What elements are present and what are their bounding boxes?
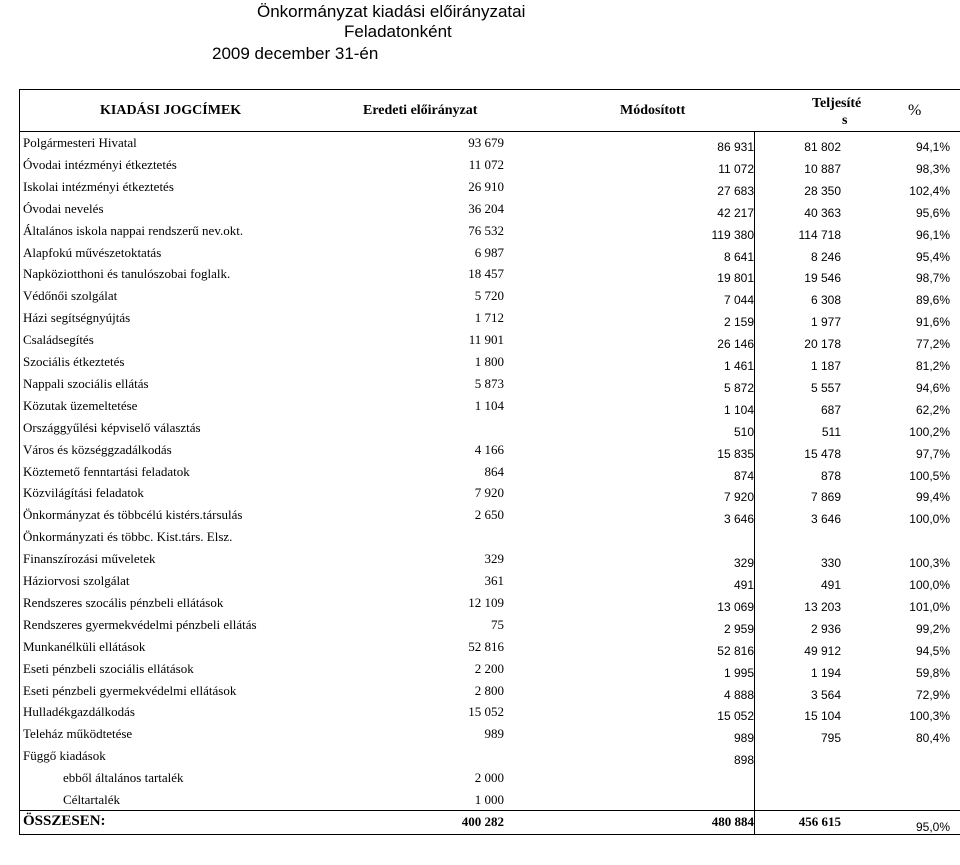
row-modositott: 1 995 bbox=[723, 665, 754, 680]
row-modositott: 42 217 bbox=[717, 205, 754, 220]
row-teljesites: 19 546 bbox=[804, 271, 841, 286]
row-name: Polgármesteri Hivatal bbox=[23, 135, 137, 150]
row-name: Hulladékgazdálkodás bbox=[23, 704, 135, 720]
row-eredeti: 2 200 bbox=[474, 660, 504, 676]
row-teljesites: 81 802 bbox=[804, 140, 841, 154]
row-modositott: 86 931 bbox=[717, 140, 754, 154]
row-name: Eseti pénzbeli szociális ellátások bbox=[23, 660, 194, 676]
row-eredeti: 6 987 bbox=[474, 244, 504, 260]
row-teljesites: 3 646 bbox=[810, 512, 841, 527]
row-modositott: 7 920 bbox=[723, 490, 754, 505]
row-teljesites: 15 478 bbox=[804, 446, 841, 461]
row-pct: 94,6% bbox=[915, 380, 950, 395]
header-eredeti: Eredeti előirányzat bbox=[363, 103, 478, 118]
row-pct: 95,4% bbox=[915, 249, 950, 264]
row-teljesites: 1 194 bbox=[810, 665, 841, 680]
row-eredeti: 11 901 bbox=[468, 332, 504, 348]
row-name: Város és községgzadálkodás bbox=[23, 441, 172, 457]
row-eredeti: 5 873 bbox=[474, 375, 504, 391]
row-pct: 94,5% bbox=[915, 643, 950, 658]
row-modositott: 2 959 bbox=[723, 621, 754, 636]
title-line-2: Feladatonként bbox=[344, 22, 452, 41]
row-pct: 72,9% bbox=[915, 687, 950, 702]
row-modositott: 989 bbox=[733, 731, 754, 746]
row-eredeti: 26 910 bbox=[468, 178, 504, 194]
header-teljesites-1: Teljesíté bbox=[812, 96, 862, 111]
title-line-3: 2009 december 31-én bbox=[212, 44, 379, 63]
row-modositott: 1 461 bbox=[723, 359, 754, 373]
table-bottom-border bbox=[19, 834, 960, 835]
row-teljesites: 330 bbox=[820, 556, 841, 571]
row-eredeti: 5 720 bbox=[474, 288, 504, 304]
total-label: ÖSSZESEN: bbox=[23, 812, 106, 829]
row-teljesites: 878 bbox=[820, 468, 841, 483]
row-pct: 100,3% bbox=[909, 709, 950, 724]
row-name: Védőnői szolgálat bbox=[23, 288, 118, 304]
row-teljesites: 1 977 bbox=[810, 315, 841, 330]
row-modositott: 27 683 bbox=[717, 183, 754, 198]
total-divider bbox=[19, 810, 960, 811]
row-name: Önkormányzat és többcélú kistérs.társulás bbox=[23, 507, 243, 523]
total-modositott: 480 884 bbox=[711, 813, 754, 829]
total-teljesites: 456 615 bbox=[798, 813, 841, 829]
header-pct: % bbox=[908, 102, 922, 119]
row-teljesites: 1 187 bbox=[810, 359, 841, 373]
row-pct: 100,0% bbox=[909, 578, 950, 592]
row-eredeti: 1 712 bbox=[474, 310, 504, 326]
row-modositott: 11 072 bbox=[718, 161, 754, 176]
row-eredeti: 864 bbox=[484, 463, 504, 479]
row-pct: 91,6% bbox=[915, 315, 950, 330]
row-teljesites: 5 557 bbox=[810, 380, 841, 395]
row-teljesites: 6 308 bbox=[810, 293, 841, 308]
row-eredeti: 93 679 bbox=[468, 135, 504, 150]
row-teljesites: 20 178 bbox=[804, 337, 841, 352]
row-eredeti: 52 816 bbox=[468, 638, 504, 654]
row-teljesites: 491 bbox=[820, 578, 841, 592]
header-divider bbox=[19, 131, 960, 132]
row-pct: 77,2% bbox=[915, 337, 950, 352]
row-modositott: 119 380 bbox=[711, 227, 754, 242]
row-pct: 99,2% bbox=[915, 621, 950, 636]
row-eredeti: 11 072 bbox=[468, 156, 504, 172]
row-pct: 94,1% bbox=[915, 140, 950, 154]
row-name: Iskolai intézményi étkeztetés bbox=[23, 178, 174, 194]
row-modositott: 15 052 bbox=[717, 709, 754, 724]
row-pct: 95,6% bbox=[915, 205, 950, 220]
row-name: Közvilágítási feladatok bbox=[23, 485, 144, 501]
title-line-1: Önkormányzat kiadási előirányzatai bbox=[257, 2, 526, 21]
row-pct: 100,0% bbox=[909, 512, 950, 527]
row-teljesites: 8 246 bbox=[810, 249, 841, 264]
row-teljesites: 13 203 bbox=[804, 599, 841, 614]
row-modositott: 898 bbox=[733, 753, 754, 768]
row-pct: 99,4% bbox=[915, 490, 950, 505]
row-eredeti: 15 052 bbox=[468, 704, 504, 720]
row-name: Függő kiadások bbox=[23, 748, 106, 764]
row-teljesites: 15 104 bbox=[804, 709, 841, 724]
row-name: Eseti pénzbeli gyermekvédelmi ellátások bbox=[23, 682, 237, 698]
row-pct: 89,6% bbox=[915, 293, 950, 308]
row-pct: 59,8% bbox=[915, 665, 950, 680]
row-eredeti: 2 650 bbox=[474, 507, 504, 523]
row-modositott: 15 835 bbox=[717, 446, 754, 461]
row-eredeti: 1 800 bbox=[474, 354, 504, 369]
row-name: Teleház működtetése bbox=[23, 726, 133, 742]
row-modositott: 5 872 bbox=[723, 380, 754, 395]
row-teljesites: 114 718 bbox=[798, 227, 841, 242]
header-modositott: Módosított bbox=[620, 103, 686, 118]
row-modositott: 510 bbox=[733, 424, 754, 439]
row-modositott: 3 646 bbox=[723, 512, 754, 527]
row-teljesites: 511 bbox=[821, 424, 841, 439]
header-jogcim: KIADÁSI JOGCÍMEK bbox=[100, 103, 242, 118]
row-name: Általános iskola nappai rendszerű nev.okt. bbox=[23, 222, 244, 238]
row-name: Családsegítés bbox=[23, 332, 94, 348]
row-name: Rendszeres szocális pénzbeli ellátások bbox=[23, 594, 224, 610]
row-eredeti: 1 000 bbox=[474, 792, 504, 807]
row-eredeti: 76 532 bbox=[468, 222, 504, 238]
total-pct: 95,0% bbox=[915, 819, 950, 834]
table-left-border bbox=[19, 89, 20, 834]
row-name: ebből általános tartalék bbox=[63, 770, 184, 786]
row-pct: 102,4% bbox=[909, 183, 950, 198]
row-teljesites: 7 869 bbox=[810, 490, 841, 505]
row-teljesites: 2 936 bbox=[810, 621, 841, 636]
row-name: Napköziotthoni és tanulószobai foglalk. bbox=[23, 266, 231, 282]
row-teljesites: 40 363 bbox=[804, 205, 841, 220]
row-modositott: 26 146 bbox=[717, 337, 754, 352]
row-teljesites: 10 887 bbox=[804, 161, 841, 176]
row-name: Önkormányzati és többc. Kist.társ. Elsz. bbox=[23, 529, 233, 545]
row-pct: 101,0% bbox=[909, 599, 950, 614]
row-pct: 62,2% bbox=[915, 402, 950, 417]
row-eredeti: 75 bbox=[491, 616, 504, 632]
row-modositott: 7 044 bbox=[723, 293, 754, 308]
row-pct: 98,3% bbox=[915, 161, 950, 176]
row-eredeti: 36 204 bbox=[468, 200, 504, 216]
row-modositott: 1 104 bbox=[723, 402, 754, 417]
row-modositott: 874 bbox=[733, 468, 754, 483]
row-eredeti: 989 bbox=[484, 726, 504, 742]
row-teljesites: 49 912 bbox=[804, 643, 841, 658]
row-name: Óvodai nevelés bbox=[23, 200, 104, 216]
row-eredeti: 2 000 bbox=[474, 770, 504, 786]
row-name: Nappali szociális ellátás bbox=[23, 375, 149, 391]
row-eredeti: 329 bbox=[484, 551, 504, 567]
header-teljesites-2: s bbox=[842, 113, 848, 128]
row-modositott: 329 bbox=[733, 556, 754, 571]
row-eredeti: 1 104 bbox=[474, 397, 504, 413]
row-name: Rendszeres gyermekvédelmi pénzbeli ellátás bbox=[23, 616, 257, 632]
row-name: Alapfokú művészetoktatás bbox=[23, 244, 162, 260]
row-name: Szociális étkeztetés bbox=[23, 354, 125, 369]
row-modositott: 19 801 bbox=[717, 271, 754, 286]
row-pct: 100,2% bbox=[909, 424, 950, 439]
row-modositott: 2 159 bbox=[723, 315, 754, 330]
row-eredeti: 12 109 bbox=[468, 594, 504, 610]
table-top-border bbox=[19, 89, 960, 90]
row-eredeti: 4 166 bbox=[474, 441, 504, 457]
row-eredeti: 361 bbox=[484, 573, 504, 588]
row-name: Köztemető fenntartási feladatok bbox=[23, 463, 190, 479]
row-pct: 97,7% bbox=[915, 446, 950, 461]
row-pct: 80,4% bbox=[915, 731, 950, 746]
row-name: Munkanélküli ellátások bbox=[23, 638, 146, 654]
row-pct: 96,1% bbox=[915, 227, 950, 242]
row-name: Háziorvosi szolgálat bbox=[23, 573, 130, 588]
row-name: Finanszírozási műveletek bbox=[23, 551, 156, 567]
row-eredeti: 7 920 bbox=[474, 485, 504, 501]
row-pct: 98,7% bbox=[915, 271, 950, 286]
row-teljesites: 3 564 bbox=[810, 687, 841, 702]
row-teljesites: 28 350 bbox=[804, 183, 841, 198]
row-name: Közutak üzemeltetése bbox=[23, 397, 138, 413]
row-name: Házi segítségnyújtás bbox=[23, 310, 131, 326]
total-eredeti: 400 282 bbox=[461, 813, 504, 829]
row-eredeti: 18 457 bbox=[468, 266, 504, 282]
row-modositott: 13 069 bbox=[717, 599, 754, 614]
row-modositott: 8 641 bbox=[723, 249, 754, 264]
row-eredeti: 2 800 bbox=[474, 682, 504, 698]
row-pct: 81,2% bbox=[915, 359, 950, 373]
row-modositott: 491 bbox=[733, 578, 754, 592]
row-modositott: 4 888 bbox=[723, 687, 754, 702]
column-divider bbox=[754, 131, 755, 834]
row-teljesites: 795 bbox=[820, 731, 841, 746]
row-teljesites: 687 bbox=[820, 402, 841, 417]
row-name: Országgyűlési képviselő választás bbox=[23, 419, 201, 435]
row-pct: 100,3% bbox=[909, 556, 950, 571]
row-modositott: 52 816 bbox=[717, 643, 754, 658]
row-pct: 100,5% bbox=[909, 468, 950, 483]
row-name: Céltartalék bbox=[63, 792, 121, 807]
row-name: Óvodai intézményi étkeztetés bbox=[23, 156, 177, 172]
